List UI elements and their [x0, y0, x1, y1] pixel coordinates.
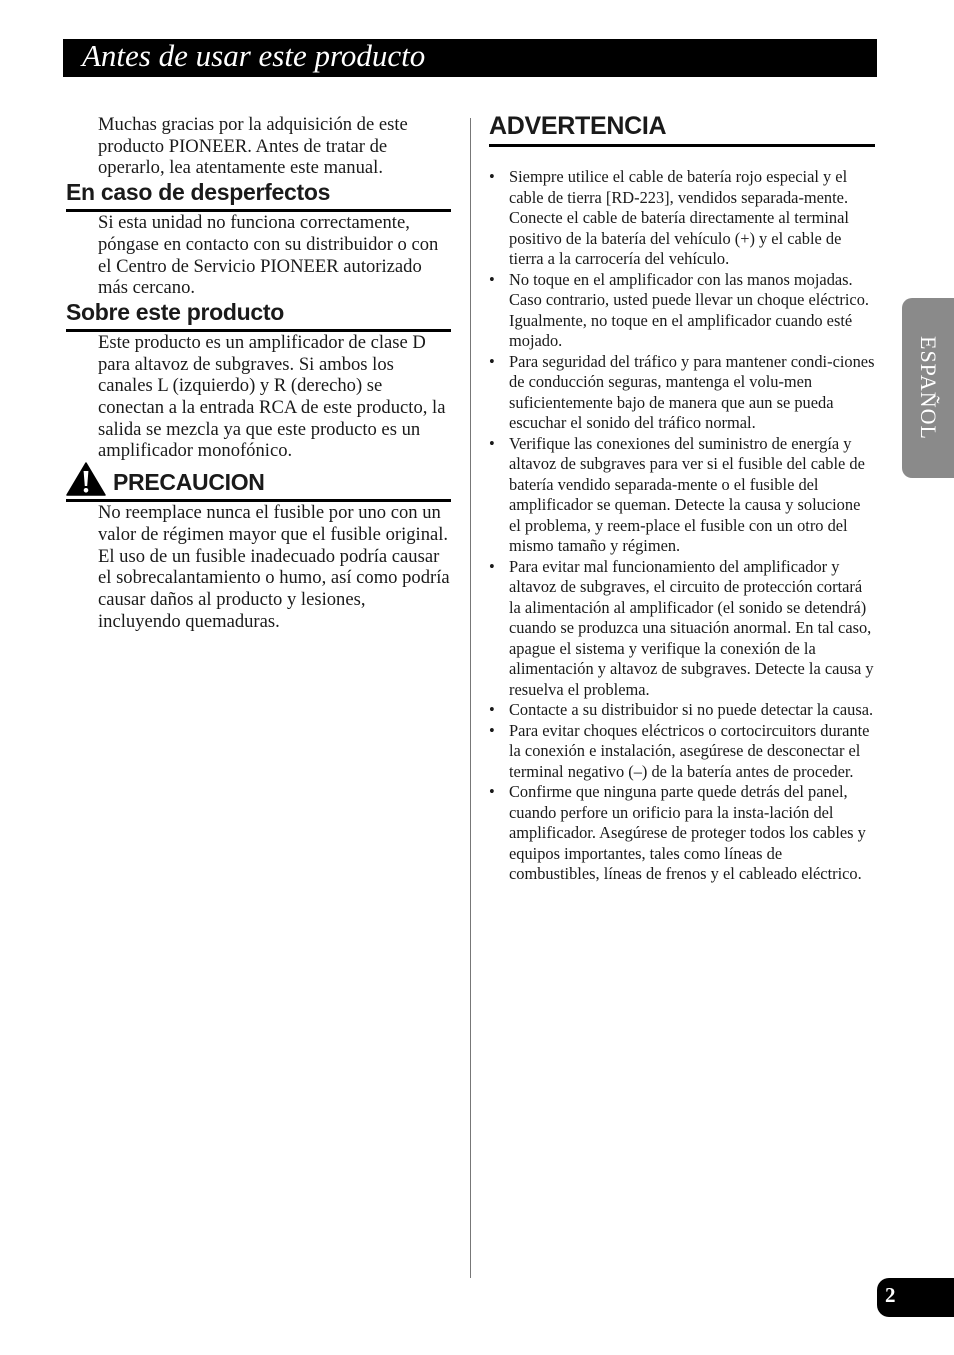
list-item-text: Para evitar mal funcionamiento del amplificador y altavoz de subgraves, el circuito de protección cortará la alimentación al amplificador (el sonido se detendrá) cuando se produzca una situación anormal. En tal caso, apague el sistema y verifique la conexión de la alimentación y altavoz de subgraves. Detecte la causa y resuelva el problema. — [509, 556, 874, 699]
list-item-text: Siempre utilice el cable de batería rojo especial y el cable de tierra [RD-223], vendidos separada-mente. Conecte el cable de batería directamente al terminal positivo de la batería del vehículo (+) y el cable de tierra a la carrocería del vehículo. — [509, 167, 849, 268]
list-item-text: Para evitar choques eléctricos o cortocircuitors durante la conexión e instalación, asegúrese de desconectar el terminal negativo (–) de la batería antes de proceder. — [509, 720, 870, 781]
warning-list — [489, 167, 875, 885]
page-number-badge — [877, 1278, 954, 1317]
list-item — [489, 167, 875, 270]
caution-heading — [66, 462, 451, 502]
bullet-icon: • — [489, 556, 495, 576]
language-tab — [902, 298, 954, 478]
warning-heading: ADVERTENCIA — [489, 112, 875, 147]
warning-triangle-icon — [66, 462, 106, 496]
bullet-icon: • — [489, 782, 495, 801]
left-column — [66, 114, 451, 632]
page-number: 2 — [885, 1283, 896, 1307]
bullet-icon: • — [489, 269, 495, 289]
list-item — [489, 700, 875, 721]
list-item — [489, 352, 875, 434]
list-item-text: No toque en el amplificador con las manos mojadas. Caso contrario, usted puede llevar un choque eléctrico. Igualmente, no toque en el amplificador cuando esté mojado. — [509, 269, 870, 350]
intro-text: Muchas gracias por la adquisición de este producto PIONEER. Antes de tratar de operarlo, lea atentamente este manual. — [98, 114, 408, 179]
bullet-icon: • — [489, 720, 495, 740]
list-item-text: Contacte a su distribuidor si no puede detectar la causa. — [509, 700, 874, 719]
bullet-icon: • — [489, 433, 495, 453]
list-item-text: Para seguridad del tráfico y para mantener condi-ciones de conducción seguras, mantenga el volu-men suficientemente bajo de manera que aun se pueda escuchar el sonido del tráfico normal. — [509, 351, 875, 432]
caution-heading-text: PRECAUCION — [113, 469, 265, 496]
list-item — [489, 557, 875, 701]
page-title: Antes de usar este producto — [82, 38, 426, 73]
section-body-desperfectos: Si esta unidad no funciona correctamente, póngase en contacto con su distribuidor o con el Centro de Servicio PIONEER autorizado más cercano. — [98, 212, 439, 299]
title-bar — [63, 39, 877, 77]
column-divider — [470, 118, 471, 1278]
section-heading-producto: Sobre este producto — [66, 299, 451, 332]
list-item — [489, 721, 875, 783]
bullet-icon: • — [489, 351, 495, 371]
right-column — [489, 112, 875, 885]
caution-body: No reemplace nunca el fusible por uno con un valor de régimen mayor que el fusible original. El uso de un fusible inadecuado podría causar el sobrecalantamiento o humo, así como podría causar daños al producto y lesiones, incluyendo quemaduras. — [98, 502, 450, 632]
list-item-text: Verifique las conexiones del suministro de energía y altavoz de subgraves para ver si el fusible del cable de batería vendido separada-mente o el fusible del amplificador se queman. Detecte la causa y solucione el problema, y reem-place el fusible con un otro del mismo tamaño y régimen. — [509, 433, 865, 555]
list-item — [489, 782, 875, 885]
bullet-icon: • — [489, 700, 495, 719]
list-item — [489, 434, 875, 557]
list-item-text: Confirme que ninguna parte quede detrás del panel, cuando perfore un orificio para la insta-lación del amplificador. Asegúrese de proteger todos los cables y equipos importantes, tales como líneas de combustibles, líneas de frenos y el cableado eléctrico. — [509, 782, 866, 883]
section-body-producto: Este producto es un amplificador de clase D para altavoz de subgraves. Si ambos los canales L (izquierdo) y R (derecho) se conectan a la entrada RCA de este producto, la salida se mezcla ya que este producto es un amplificador monofónico. — [98, 331, 446, 462]
bullet-icon: • — [489, 167, 495, 186]
language-tab-label: ESPAÑOL — [916, 336, 941, 440]
list-item — [489, 270, 875, 352]
section-heading-desperfectos: En caso de desperfectos — [66, 179, 451, 212]
